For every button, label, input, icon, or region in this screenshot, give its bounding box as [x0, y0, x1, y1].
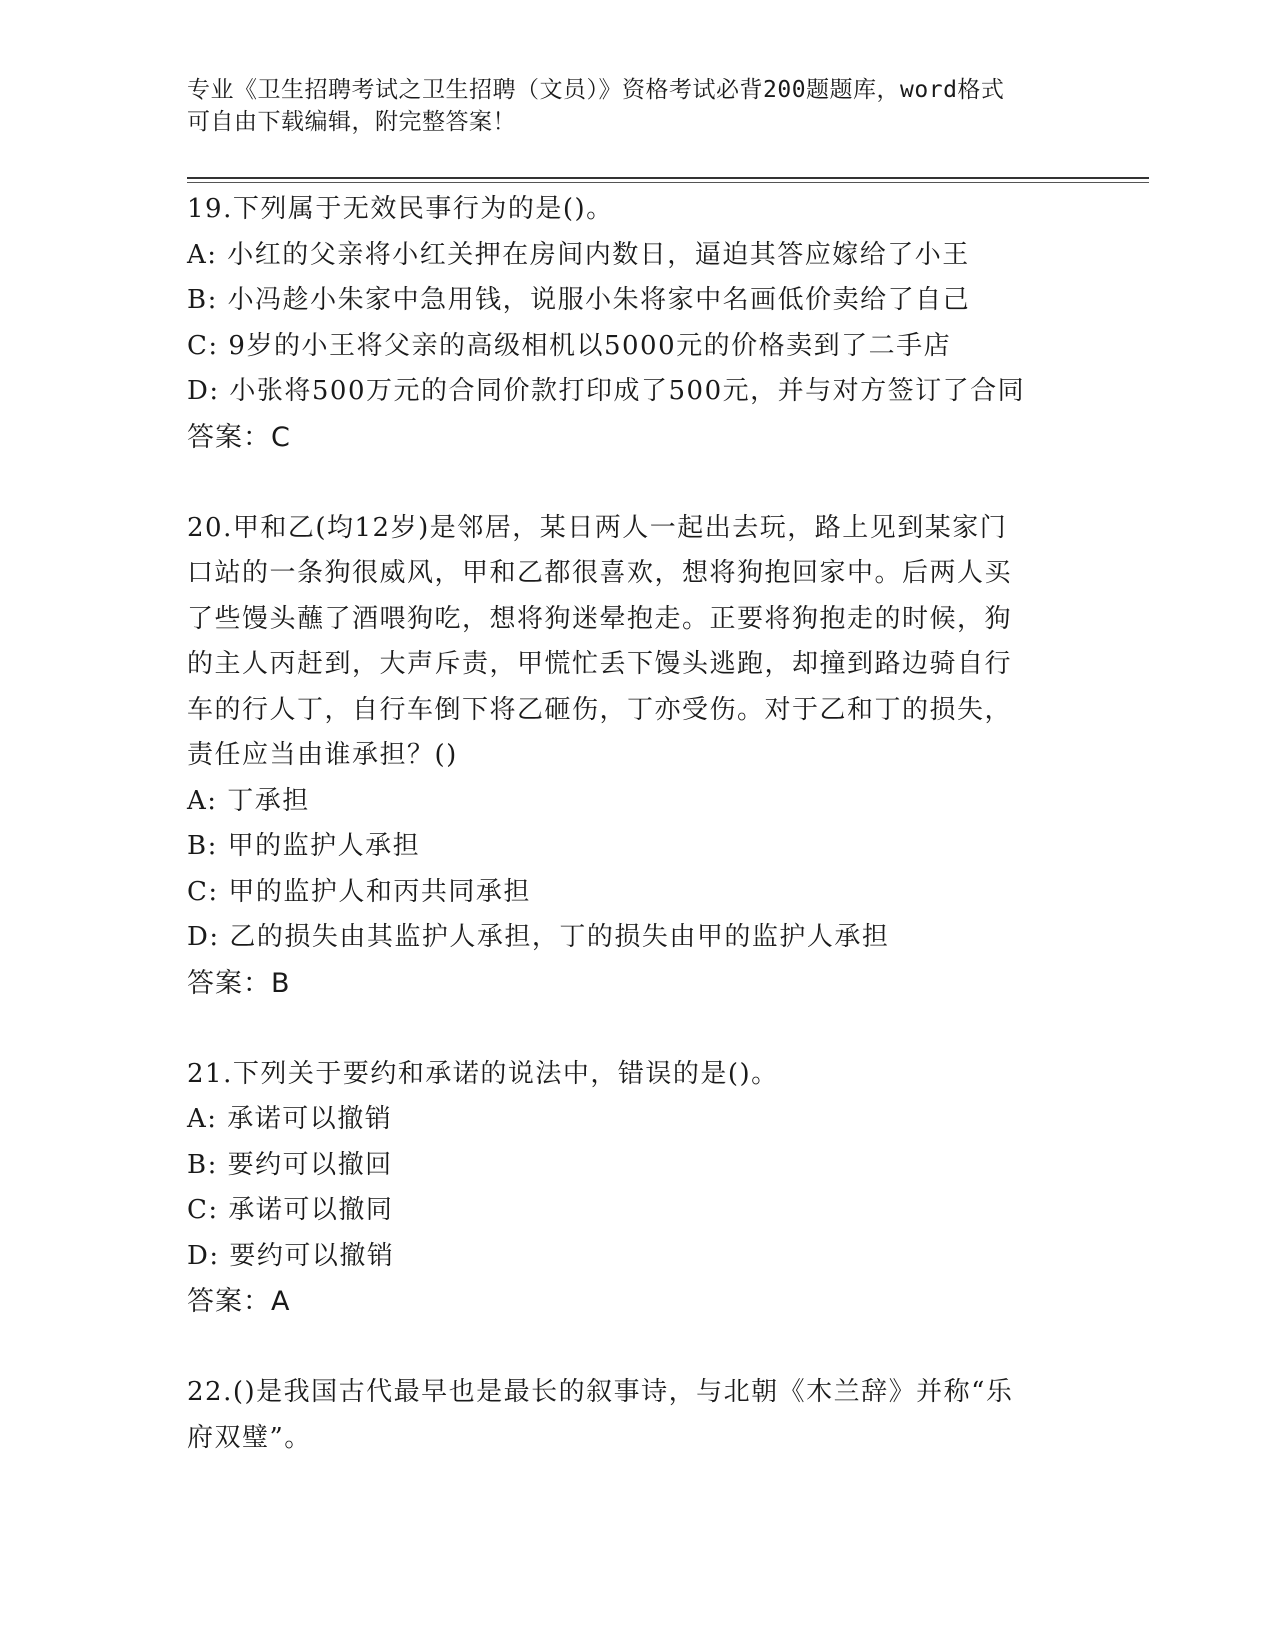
- option-b: B: 小冯趁小朱家中急用钱，说服小朱将家中名画低价卖给了自己: [187, 285, 971, 315]
- option-a: A: 丁承担: [187, 785, 310, 816]
- option-d: D: 小张将500万元的合同价款打印成了500元，并与对方签订了合同: [187, 376, 1026, 406]
- question-list: [187, 187, 1087, 1461]
- answer-line: 答案：B: [187, 967, 291, 999]
- option-c: C: 承诺可以撤同: [187, 1195, 394, 1225]
- question-stem-line: 22.()是我国古代最早也是最长的叙事诗，与北朝《木兰辞》并称“乐: [187, 1377, 1014, 1407]
- option-c: C: 甲的监护人和丙共同承担: [187, 876, 531, 907]
- document-header: [187, 74, 1067, 138]
- option-a: A: 小红的父亲将小红关押在房间内数日，逼迫其答应嫁给了小王: [187, 239, 970, 270]
- question-spacer: [187, 460, 1087, 506]
- question-22: [187, 1370, 1087, 1461]
- question-19: [187, 187, 1087, 460]
- question-21: [187, 1052, 1087, 1325]
- option-d: D: 要约可以撤销: [187, 1240, 395, 1271]
- question-stem-line: 了些馒头蘸了酒喂狗吃，想将狗迷晕抱走。正要将狗抱走的时候，狗: [187, 603, 1013, 634]
- option-b: B: 甲的监护人承担: [187, 831, 421, 861]
- option-a: A: 承诺可以撤销: [187, 1104, 393, 1134]
- header-divider-top: [187, 177, 1149, 179]
- question-stem-line: 责任应当由谁承担？(): [187, 740, 458, 770]
- header-line-2: 可自由下载编辑，附完整答案！: [187, 109, 516, 135]
- question-stem-line: 车的行人丁，自行车倒下将乙砸伤，丁亦受伤。对于乙和丁的损失，: [187, 694, 1013, 725]
- question-spacer: [187, 1325, 1087, 1371]
- question-stem-line: 府双璧”。: [187, 1422, 312, 1453]
- header-line-1: 专业《卫生招聘考试之卫生招聘（文员）》资格考试必背200题题库，word格式: [187, 77, 1005, 103]
- option-b: B: 要约可以撤回: [187, 1149, 393, 1180]
- question-stem: 21.下列关于要约和承诺的说法中，错误的是()。: [187, 1058, 779, 1089]
- option-d: D: 乙的损失由其监护人承担，丁的损失由甲的监护人承担: [187, 922, 890, 952]
- question-stem: 19.下列属于无效民事行为的是()。: [187, 194, 614, 224]
- question-stem-line: 口站的一条狗很威风，甲和乙都很喜欢，想将狗抱回家中。后两人买: [187, 558, 1013, 588]
- answer-line: 答案：C: [187, 421, 291, 453]
- question-stem-line: 的主人丙赶到，大声斥责，甲慌忙丢下馒头逃跑，却撞到路边骑自行: [187, 649, 1013, 679]
- question-stem-line: 20.甲和乙(均12岁)是邻居，某日两人一起出去玩，路上见到某家门: [187, 512, 1008, 543]
- question-spacer: [187, 1006, 1087, 1052]
- option-c: C: 9岁的小王将父亲的高级相机以5000元的价格卖到了二手店: [187, 330, 952, 361]
- answer-line: 答案：A: [187, 1286, 291, 1317]
- header-divider-bottom: [187, 182, 1149, 183]
- question-20: [187, 506, 1087, 1007]
